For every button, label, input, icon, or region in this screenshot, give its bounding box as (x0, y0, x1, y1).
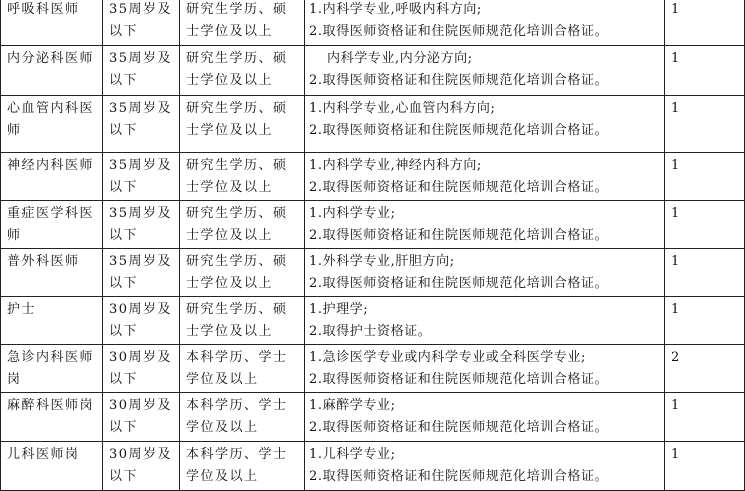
requirement-line: 1.儿科学专业; (309, 447, 396, 462)
requirement-line: 2.取得医师资格证和住院医师规范化培训合格证。 (309, 419, 609, 435)
requirement-line: 2.取得医师资格证和住院医师规范化培训合格证。 (309, 179, 609, 195)
count-cell: 1 (665, 153, 745, 201)
requirement-line: 2.取得医师资格证和住院医师规范化培训合格证。 (309, 72, 609, 88)
requirement-line: 2.取得医师资格证和住院医师规范化培训合格证。 (309, 275, 609, 291)
age-cell: 30周岁及以下 (103, 297, 180, 345)
requirement-line: 2.取得医师资格证和住院医师规范化培训合格证。 (309, 371, 609, 387)
position-cell: 普外科医师 (1, 249, 103, 297)
age-cell: 30周岁及以下 (103, 442, 180, 491)
requirement-line: 1.急诊医学专业或内科学专业或全科医学专业; (309, 350, 586, 365)
requirements-cell (305, 46, 665, 96)
table-row (1, 442, 745, 491)
requirements-cell (305, 345, 665, 393)
requirements-cell (305, 96, 665, 153)
education-cell: 研究生学历、硕士学位及以上 (180, 249, 305, 297)
count-cell: 1 (665, 201, 745, 249)
table-row (1, 297, 745, 345)
age-cell: 35周岁及以下 (103, 153, 180, 201)
table-row (1, 393, 745, 442)
requirements-cell (305, 393, 665, 442)
age-cell: 35周岁及以下 (103, 0, 180, 46)
requirements-cell (305, 201, 665, 249)
age-cell: 35周岁及以下 (103, 201, 180, 249)
table-row (1, 96, 745, 153)
requirement-line: 2.取得医师资格证和住院医师规范化培训合格证。 (309, 468, 609, 484)
education-cell: 本科学历、学士学位及以上 (180, 393, 305, 442)
education-cell: 本科学历、学士学位及以上 (180, 442, 305, 491)
education-cell: 研究生学历、硕士学位及以上 (180, 46, 305, 96)
count-cell: 1 (665, 393, 745, 442)
count-cell: 1 (665, 0, 745, 46)
requirement-line: 1.内科学专业,心血管内科方向; (309, 101, 496, 116)
requirement-line: 1.内科学专业; (309, 206, 396, 221)
requirement-line: 1.外科学专业,肝胆方向; (309, 254, 455, 269)
position-cell: 内分泌科医师 (1, 46, 103, 96)
education-cell: 研究生学历、硕士学位及以上 (180, 153, 305, 201)
table-row (1, 201, 745, 249)
education-cell: 研究生学历、硕士学位及以上 (180, 297, 305, 345)
table-row (1, 153, 745, 201)
age-cell: 35周岁及以下 (103, 249, 180, 297)
table-row (1, 46, 745, 96)
count-cell: 1 (665, 297, 745, 345)
requirement-line: 2.取得医师资格证和住院医师规范化培训合格证。 (309, 122, 609, 138)
requirements-cell (305, 249, 665, 297)
table-row (1, 249, 745, 297)
requirement-line: 2.取得护士资格证。 (309, 323, 432, 339)
education-cell: 研究生学历、硕士学位及以上 (180, 201, 305, 249)
requirement-line: 2.取得医师资格证和住院医师规范化培训合格证。 (309, 23, 609, 39)
requirements-cell (305, 297, 665, 345)
count-cell: 1 (665, 442, 745, 491)
table-row (1, 345, 745, 393)
position-cell: 麻醉科医师岗 (1, 393, 103, 442)
requirement-line: 2.取得医师资格证和住院医师规范化培训合格证。 (309, 227, 609, 243)
count-cell: 1 (665, 46, 745, 96)
age-cell: 35周岁及以下 (103, 96, 180, 153)
count-cell: 2 (665, 345, 745, 393)
age-cell: 30周岁及以下 (103, 345, 180, 393)
requirement-line: 1.内科学专业,呼吸内科方向; (309, 2, 482, 17)
requirement-line: 内科学专业,内分泌方向; (327, 51, 473, 66)
requirements-cell (305, 0, 665, 46)
requirements-cell (305, 442, 665, 491)
position-cell: 护士 (1, 297, 103, 345)
position-cell: 儿科医师岗 (1, 442, 103, 491)
education-cell: 研究生学历、硕士学位及以上 (180, 96, 305, 153)
count-cell: 1 (665, 249, 745, 297)
table-row (1, 0, 745, 46)
position-cell: 神经内科医师 (1, 153, 103, 201)
requirements-cell (305, 153, 665, 201)
age-cell: 35周岁及以下 (103, 46, 180, 96)
requirement-line: 1.麻醉学专业; (309, 398, 396, 413)
count-cell: 1 (665, 96, 745, 153)
position-cell: 急诊内科医师岗 (1, 345, 103, 393)
position-cell: 心血管内科医师 (1, 96, 103, 153)
education-cell: 研究生学历、硕士学位及以上 (180, 0, 305, 46)
position-cell: 重症医学科医师 (1, 201, 103, 249)
requirement-line: 1.护理学; (309, 302, 369, 317)
age-cell: 30周岁及以下 (103, 393, 180, 442)
position-cell: 呼吸科医师 (1, 0, 103, 46)
requirement-line: 1.内科学专业,神经内科方向; (309, 158, 482, 173)
education-cell: 本科学历、学士学位及以上 (180, 345, 305, 393)
